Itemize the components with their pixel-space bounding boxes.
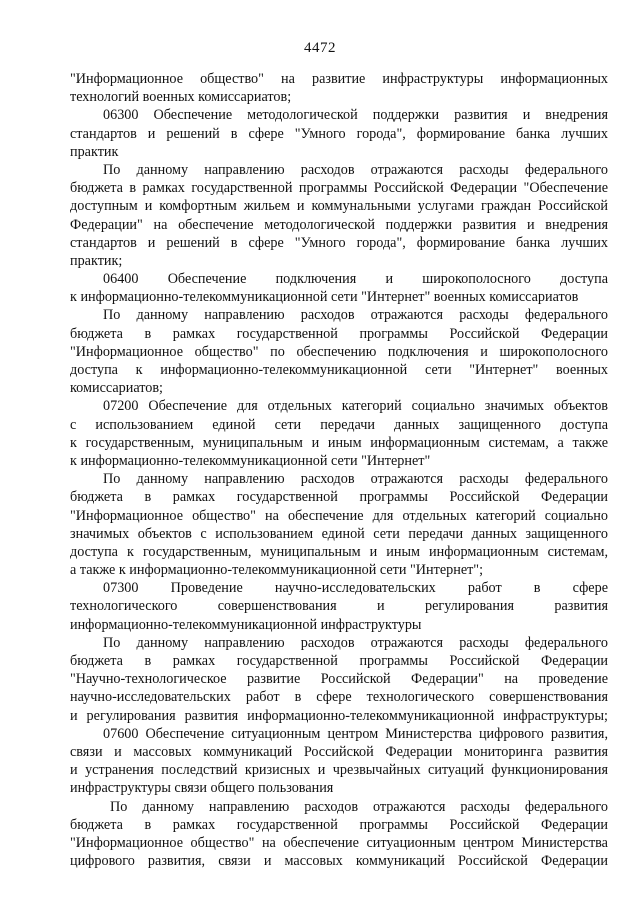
page-number: 4472 <box>304 40 336 56</box>
text-line: 07200 Обеспечение для отдельных категорий социально значимых объектов <box>103 398 608 415</box>
text-line: По данному направлению расходов отражаются расходы федерального <box>103 161 608 178</box>
text-line: практик <box>70 143 119 160</box>
text-line: По данному направлению расходов отражаются расходы федерального <box>103 471 608 488</box>
text-line: 06300 Обеспечение методологической поддержки развития и внедрения <box>103 107 608 124</box>
text-line: По данному направлению расходов отражаются расходы федерального <box>103 634 608 651</box>
text-line: и регулирования развития информационно-телекоммуникационной инфраструктуры; <box>70 707 608 724</box>
text-line: Федерации" на обеспечение методологической поддержки развития и внедрения <box>70 216 608 233</box>
text-line: связи и массовых коммуникаций Российской Федерации мониторинга развития <box>70 743 608 760</box>
text-line: научно-исследовательских работ в сфере технологического совершенствования <box>70 689 608 706</box>
text-line: 07600 Обеспечение ситуационным центром Министерства цифрового развития, <box>103 725 608 742</box>
text-line: "Информационное общество" на развитие инфраструктуры информационных <box>70 71 608 87</box>
text-line: стандартов и решений в сфере "Умного города", формирование банка лучших <box>70 234 608 251</box>
text-line: бюджета в рамках государственной программы Российской Федерации <box>70 816 608 833</box>
text-line: бюджета в рамках государственной программы Российской Федерации "Обеспечение <box>70 180 608 197</box>
text-line: 06400 Обеспечение подключения и широкополосного доступа <box>103 271 608 288</box>
text-line: доступным и комфортным жильем и коммунальными услугами граждан Российской <box>70 198 608 215</box>
text-line: и устранения последствий кризисных и чрезвычайных ситуаций функционирования <box>70 762 608 779</box>
text-line: "Информационное общество" на обеспечение для отдельных категорий социально <box>70 507 608 524</box>
text-line: к государственным, муниципальным и иным информационным системам, а также <box>70 434 608 451</box>
text-line: доступа к информационно-телекоммуникационной сети "Интернет" военных <box>70 362 608 378</box>
text-line: "Информационное общество" на обеспечение ситуационным центром Министерства <box>70 834 608 851</box>
text-line: По данному направлению расходов отражаются расходы федерального <box>103 307 608 324</box>
text-line: инфраструктуры связи общего пользования <box>70 780 334 797</box>
text-line: технологического совершенствования и регулирования развития <box>70 598 608 615</box>
text-line: По данному направлению расходов отражаются расходы федерального <box>110 798 608 815</box>
text-line: цифрового развития, связи и массовых коммуникаций Российской Федерации <box>70 853 608 870</box>
text-line: к информационно-телекоммуникационной сети "Интернет" <box>70 452 431 469</box>
text-line: комиссариатов; <box>70 380 163 397</box>
text-line: значимых объектов с использованием единой сети передачи данных защищенного <box>70 525 608 542</box>
text-line: стандартов и решений в сфере "Умного города", формирование банка лучших <box>70 125 608 142</box>
text-line: бюджета в рамках государственной программы Российской Федерации <box>70 489 608 506</box>
text-line: "Информационное общество" по обеспечению подключения и широкополосного <box>70 343 608 360</box>
text-line: "Научно-технологическое развитие Российской Федерации" на проведение <box>70 671 608 688</box>
text-line: технологий военных комиссариатов; <box>70 89 292 106</box>
document-body <box>70 70 608 870</box>
text-line: с использованием единой сети передачи данных защищенного доступа <box>70 416 608 433</box>
text-line: практик; <box>70 252 123 269</box>
text-line: информационно-телекоммуникационной инфраструктуры <box>70 616 422 633</box>
text-line: а также к информационно-телекоммуникационной сети "Интернет"; <box>70 562 484 579</box>
text-line: к информационно-телекоммуникационной сети "Интернет" военных комиссариатов <box>70 289 579 306</box>
text-line: 07300 Проведение научно-исследовательских работ в сфере <box>103 580 608 597</box>
text-line: доступа к государственным, муниципальным и иным информационным системам, <box>70 543 608 560</box>
text-line: бюджета в рамках государственной программы Российской Федерации <box>70 325 608 342</box>
text-line: бюджета в рамках государственной программы Российской Федерации <box>70 653 608 669</box>
